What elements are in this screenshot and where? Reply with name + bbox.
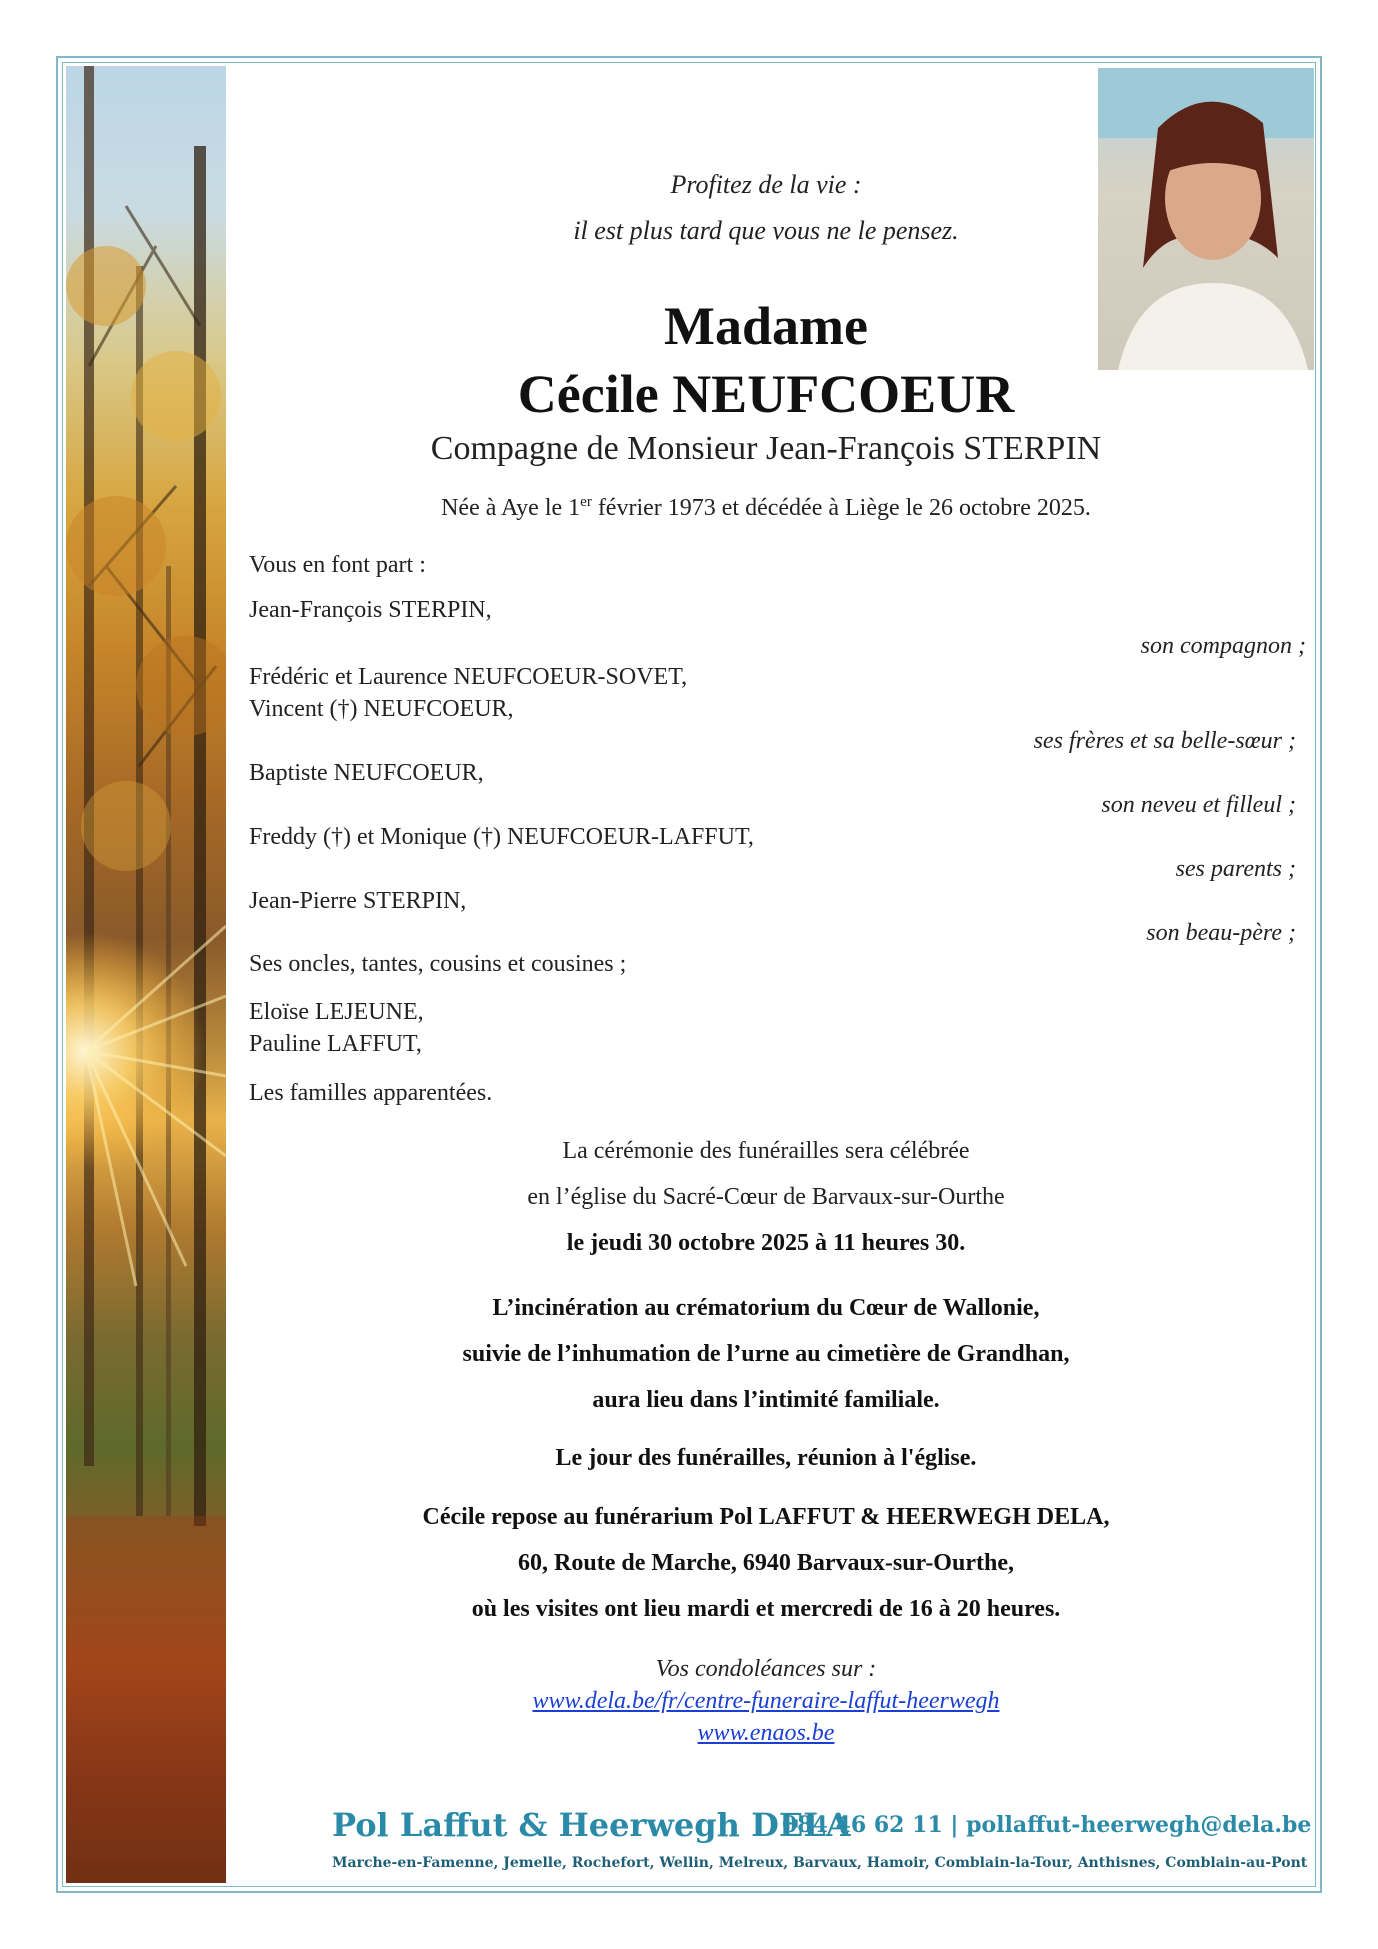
deceased-name: Cécile NEUFCOEUR (517, 364, 1015, 424)
family-name: Freddy (†) et Monique (†) NEUFCOEUR-LAFFUT, (249, 824, 754, 850)
ceremony-line-2: en l’église du Sacré-Cœur de Barvaux-sur-Ourthe (527, 1184, 1005, 1210)
family-name: Ses oncles, tantes, cousins et cousines ; (249, 951, 627, 977)
incineration-line-2: suivie de l’inhumation de l’urne au cimetière de Grandhan, (462, 1341, 1070, 1367)
announce-text: Vous en font part : (249, 552, 426, 578)
footer-contact: 084 46 62 11 | pollaffut-heerwegh@dela.be (782, 1812, 1312, 1838)
condolences-link-enaos[interactable]: www.enaos.be (697, 1720, 835, 1746)
family-name: Les familles apparentées. (249, 1080, 493, 1106)
family-name: Frédéric et Laurence NEUFCOEUR-SOVET, (249, 664, 688, 690)
family-name: Jean-Pierre STERPIN, (249, 888, 467, 914)
family-name: Pauline LAFFUT, (249, 1031, 422, 1057)
condolences-link-2-wrap (236, 1720, 1296, 1747)
quote-line-1: Profitez de la vie : (670, 170, 862, 199)
family-name: Vincent (†) NEUFCOEUR, (249, 696, 514, 722)
condolences-link-dela[interactable]: www.dela.be/fr/centre-funeraire-laffut-heerwegh (532, 1688, 1000, 1714)
family-relation: son neveu et filleul ; (1101, 792, 1296, 818)
family-relation: son compagnon ; (1140, 633, 1306, 659)
ceremony-line-1: La cérémonie des funérailles sera célébrée (562, 1138, 970, 1164)
family-name: Baptiste NEUFCOEUR, (249, 760, 484, 786)
family-relation: ses parents ; (1175, 856, 1296, 882)
family-relation: son beau-père ; (1146, 920, 1296, 946)
incineration-line-1: L’incinération au crématorium du Cœur de Wallonie, (492, 1295, 1040, 1321)
funerarium-line-3: où les visites ont lieu mardi et mercredi de 16 à 20 heures. (471, 1596, 1061, 1622)
dates-sup: er (580, 494, 592, 510)
incineration-line-3: aura lieu dans l’intimité familiale. (592, 1387, 940, 1413)
dates-prefix: Née à Aye le 1 (441, 495, 581, 521)
family-name: Eloïse LEJEUNE, (249, 999, 424, 1025)
deceased-title: Madame (664, 296, 868, 356)
ceremony-line-3: le jeudi 30 octobre 2025 à 11 heures 30. (566, 1230, 966, 1256)
condolences-link-1-wrap (236, 1688, 1296, 1715)
condolences-label: Vos condoléances sur : (655, 1656, 877, 1682)
funerarium-line-1: Cécile repose au funérarium Pol LAFFUT & HEERWEGH DELA, (422, 1504, 1110, 1530)
reunion-line: Le jour des funérailles, réunion à l'église. (555, 1445, 977, 1471)
footer-company-logo: Pol Laffut & Heerwegh DELA (332, 1806, 851, 1844)
autumn-forest-image (66, 66, 226, 1883)
birth-death-dates (236, 494, 1296, 522)
family-relation: ses frères et sa belle-sœur ; (1033, 728, 1296, 754)
dates-rest: février 1973 et décédée à Liège le 26 octobre 2025. (591, 495, 1091, 521)
quote-line-2: il est plus tard que vous ne le pensez. (573, 216, 959, 245)
footer-towns: Marche-en-Famenne, Jemelle, Rochefort, Wellin, Melreux, Barvaux, Hamoir, Comblain-la-Tour, Anthisnes, Comblain-au-Pont (332, 1855, 1308, 1871)
funerarium-line-2: 60, Route de Marche, 6940 Barvaux-sur-Ourthe, (518, 1550, 1014, 1576)
family-name: Jean-François STERPIN, (249, 597, 492, 623)
partner-line: Compagne de Monsieur Jean-François STERPIN (430, 430, 1102, 467)
